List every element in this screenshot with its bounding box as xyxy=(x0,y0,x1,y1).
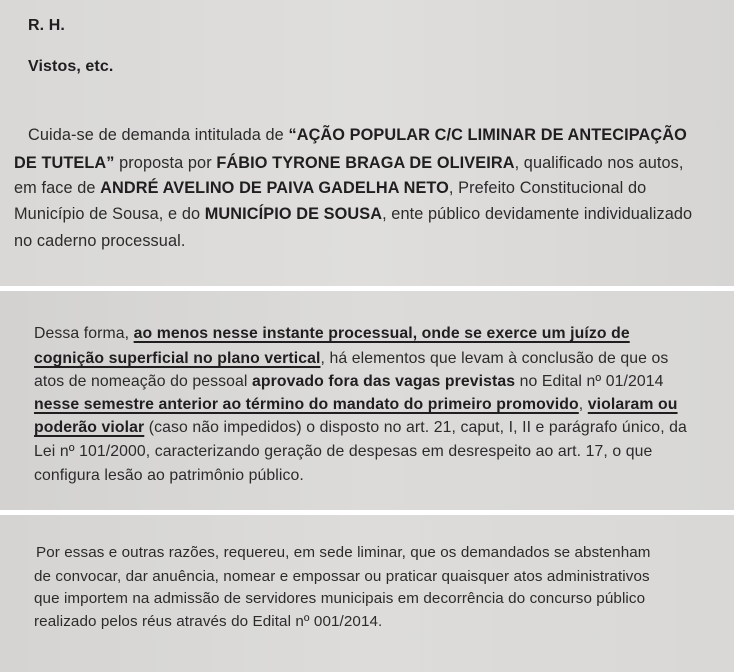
paragraph-line: DE TUTELA” proposta por FÁBIO TYRONE BRAGA DE OLIVEIRA, qualificado nos autos, xyxy=(14,154,684,172)
paragraph-line: de convocar, dar anuência, nomear e empossar ou praticar quaisquer atos administrativos xyxy=(34,568,650,585)
paragraph-line: realizado pelos réus através do Edital nº 001/2014. xyxy=(34,613,383,630)
paragraph-line: cognição superficial no plano vertical, há elementos que levam à conclusão de que os xyxy=(34,350,669,367)
paragraph-line: que importem na admissão de servidores municipais em decorrência do concurso público xyxy=(34,590,646,607)
paragraph-line: Município de Sousa, e do MUNICÍPIO DE SOUSA, ente público devidamente individualizado xyxy=(14,205,693,223)
paragraph-line: Dessa forma, ao menos nesse instante processual, onde se exerce um juízo de xyxy=(34,325,630,342)
paragraph-line: atos de nomeação do pessoal aprovado fora das vagas previstas no Edital nº 01/2014 xyxy=(34,373,664,390)
rh-heading: R. H. xyxy=(28,17,65,34)
paragraph-line: em face de ANDRÉ AVELINO DE PAIVA GADELHA NETO, Prefeito Constitucional do xyxy=(14,179,647,197)
paragraph-line: poderão violar (caso não impedidos) o disposto no art. 21, caput, I, II e parágrafo único, da xyxy=(34,419,687,436)
paragraph-line: no caderno processual. xyxy=(14,232,186,250)
paragraph-line: Por essas e outras razões, requereu, em sede liminar, que os demandados se abstenham xyxy=(36,544,651,561)
paragraph-line: configura lesão ao patrimônio público. xyxy=(34,467,304,484)
paragraph-line: nesse semestre anterior ao término do mandato do primeiro promovido, violaram ou xyxy=(34,396,678,413)
paragraph-line: Lei nº 101/2000, caracterizando geração de despesas em desrespeito ao art. 17, o que xyxy=(34,443,653,460)
document-excerpt-1 xyxy=(0,0,734,286)
document-excerpt-3 xyxy=(0,515,734,672)
document-excerpt-2 xyxy=(0,291,734,510)
paragraph-line: Cuida-se de demanda intitulada de “AÇÃO POPULAR C/C LIMINAR DE ANTECIPAÇÃO xyxy=(28,126,687,144)
vistos-heading: Vistos, etc. xyxy=(28,58,114,75)
